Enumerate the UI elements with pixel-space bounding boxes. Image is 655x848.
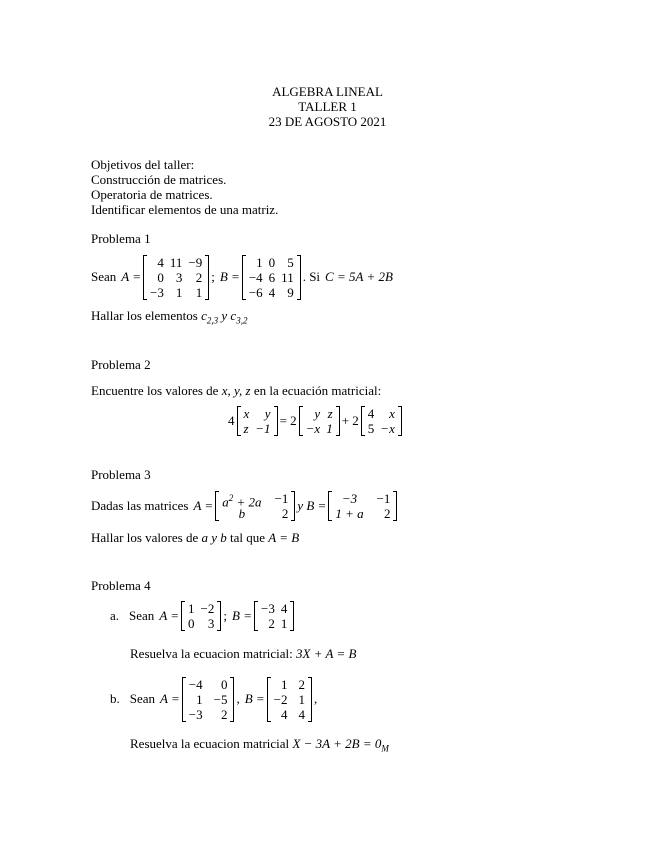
matrix-b4b: 1 −2 4 2 1 4 xyxy=(267,677,312,722)
problem-4-title: Problema 4 xyxy=(91,578,151,593)
p4b-end: , xyxy=(314,691,318,706)
problem-1-task: Hallar los elementos $c_{2,3}$ y $c_{3,2}$ xyxy=(91,308,248,326)
p4a-intro: Sean xyxy=(129,608,155,623)
p1-sep: ; xyxy=(211,269,215,284)
matrix-b: 1 −4 −6 0 6 4 5 11 9 xyxy=(242,255,301,300)
course-title: ALGEBRA LINEAL xyxy=(272,84,383,99)
p1-b-label: B = xyxy=(219,269,240,284)
problem-4a-statement xyxy=(110,600,296,632)
problem-1-statement xyxy=(91,254,393,300)
workshop-title: TALLER 1 xyxy=(298,99,357,114)
p3-b-label: y B = xyxy=(297,498,327,513)
p2-eq: = 2 xyxy=(279,413,297,428)
problem-1-title: Problema 1 xyxy=(91,231,151,246)
objective-item: Identificar elementos de una matriz. xyxy=(91,202,279,217)
p4b-marker: b. xyxy=(110,691,120,706)
p4b-b-label: B = xyxy=(244,691,265,706)
problem-3-statement xyxy=(91,490,399,522)
p4a-a-label: A = xyxy=(159,608,180,623)
p2-coef: 4 xyxy=(228,413,235,428)
problem-4b-statement xyxy=(110,676,317,722)
problem-4a-task: Resuelva la ecuacion matricial: 3X + A = B xyxy=(130,646,357,661)
p3-intro: Dadas las matrices xyxy=(91,498,189,513)
p1-suffix: . Si xyxy=(302,269,321,284)
p4b-a-label: A = xyxy=(160,691,180,706)
matrix-a4a: 1 0 −2 3 xyxy=(181,601,221,631)
problem-2-title: Problema 2 xyxy=(91,357,151,372)
p2-plus: + 2 xyxy=(341,413,359,428)
problem-3-title: Problema 3 xyxy=(91,467,151,482)
matrix-a: 4 0 −3 11 3 1 −9 2 1 xyxy=(143,255,209,300)
p4a-marker: a. xyxy=(110,608,120,623)
problem-2-equation xyxy=(228,405,404,437)
problem-3-task: Hallar los valores de a y b tal que A = B xyxy=(91,530,300,545)
p1-c-equation: C = 5A + 2B xyxy=(325,269,393,284)
p4a-b-label: B = xyxy=(232,608,252,623)
objective-item: Operatoria de matrices. xyxy=(91,187,213,202)
p4b-intro: Sean xyxy=(129,691,156,706)
matrix-m2: y −x z 1 xyxy=(299,406,340,436)
problem-4b-task: Resuelva la ecuacion matricial $X - 3A + 2B = 0_M$ xyxy=(130,736,389,754)
matrix-b3: −3 1 + a −1 2 xyxy=(328,491,397,521)
p1-a-label: A = xyxy=(121,269,142,284)
objectives-heading: Objetivos del taller: xyxy=(91,157,195,172)
matrix-b4a: −3 2 4 1 xyxy=(254,601,294,631)
matrix-m1: x z y −1 xyxy=(237,406,278,436)
objective-item: Construcción de matrices. xyxy=(91,172,227,187)
p4a-sep: ; xyxy=(223,608,228,623)
matrix-m3: 4 5 x −x xyxy=(361,406,402,436)
date-line: 23 DE AGOSTO 2021 xyxy=(268,114,387,129)
matrix-a4b: −4 1 −3 0 −5 2 xyxy=(182,677,235,722)
problem-2-statement: Encuentre los valores de x, y, z en la ecuación matricial: xyxy=(91,383,382,398)
matrix-a3: $a^2 + 2a$ b −1 2 xyxy=(215,491,295,521)
p4b-sep: , xyxy=(236,691,240,706)
p1-intro: Sean xyxy=(91,269,117,284)
p3-a-label: A = xyxy=(193,498,214,513)
